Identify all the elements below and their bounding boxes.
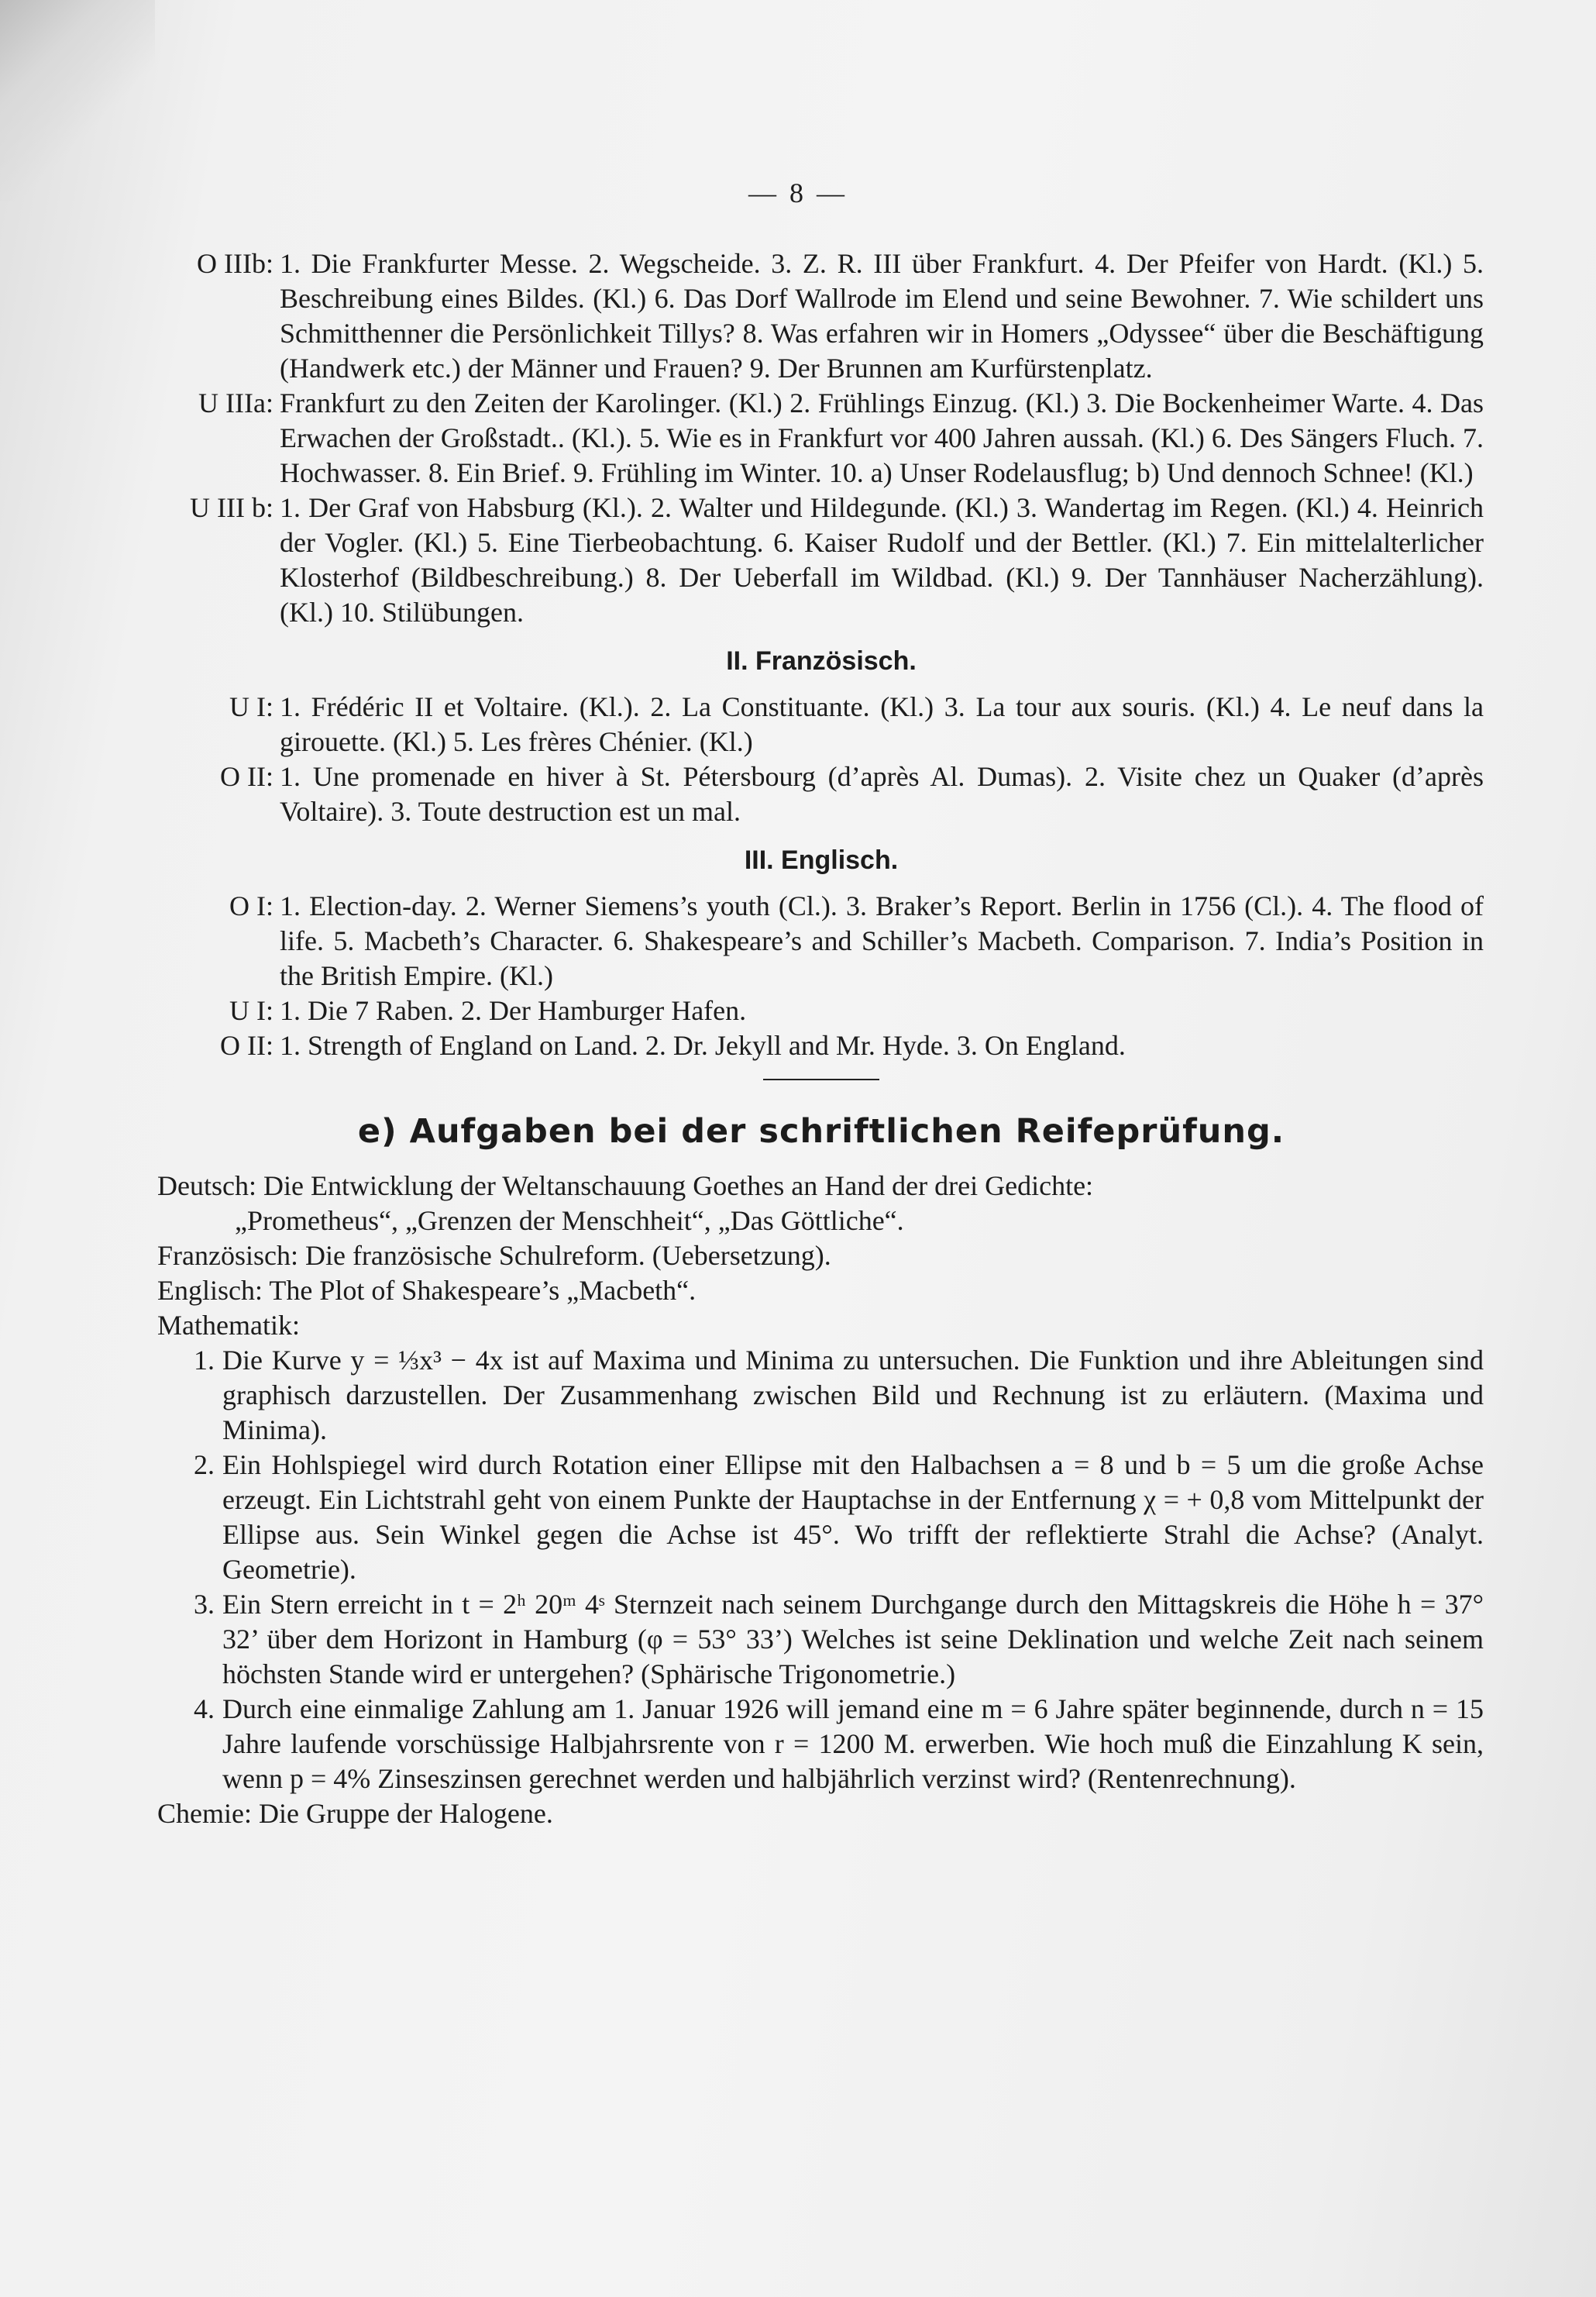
topic-entry-english-o2 — [159, 1028, 1484, 1063]
subject-task: Die Gruppe der Halogene. — [258, 1798, 553, 1829]
topic-list: 1. Die 7 Raben. 2. Der Hamburger Hafen. — [280, 995, 747, 1026]
exam-deutsch-continued: „Prometheus“, „Grenzen der Menschheit“, „Das Göttliche“. — [235, 1205, 904, 1236]
exam-chemie — [157, 1796, 1484, 1831]
topic-entry-u3a — [159, 386, 1484, 491]
paper-corner-fold — [0, 0, 155, 201]
exam-englisch — [157, 1273, 1484, 1308]
topic-entry-french-o2 — [159, 759, 1484, 829]
task-text: Ein Stern erreicht in t = 2ʰ 20ᵐ 4ˢ Sternzeit nach seinem Durchgange durch den Mittagskreis die Höhe h = 37° 32’ über dem Horizont in Hamburg (φ = 53° 33’) Welches ist seine Deklination und welche Zeit nach seinem höchsten Stande wird er untergehen? (Sphärische Trigonometrie.) — [222, 1589, 1484, 1689]
page-content — [159, 246, 1484, 1831]
subject-label: Französisch: — [157, 1240, 298, 1271]
topic-list: Frankfurt zu den Zeiten der Karolinger. (Kl.) 2. Frühlings Einzug. (Kl.) 3. Die Bockenheimer Warte. 4. Das Erwachen der Großstadt.. (Kl.). 5. Wie es in Frankfurt vor 400 Jahren aussah. (Kl.) 6. Des Sängers Fluch. 7. Hochwasser. 8. Ein Brief. 9. Frühling im Winter. 10. a) Unser Rodelausflug; b) Und dennoch Schnee! (Kl.) — [280, 387, 1484, 488]
exam-heading: e) Aufgaben bei der schriftlichen Reifeprüfung. — [357, 1112, 1285, 1151]
class-label: U I: — [229, 691, 273, 722]
math-task — [157, 1692, 1484, 1796]
topic-entry-french-u1 — [159, 690, 1484, 759]
subject-label: Deutsch: — [157, 1170, 256, 1201]
topic-entry-o3b — [159, 246, 1484, 386]
subject-task: Die französische Schulreform. (Uebersetzung). — [304, 1240, 831, 1271]
topic-list: 1. Frédéric II et Voltaire. (Kl.). 2. La Constituante. (Kl.) 3. La tour aux souris. (Kl.) 4. Le neuf dans la girouette. (Kl.) 5. Les frères Chénier. (Kl.) — [280, 691, 1484, 757]
class-label: O II: — [220, 1030, 273, 1061]
task-number: 4. — [194, 1693, 215, 1724]
topic-entry-english-u1 — [159, 994, 1484, 1028]
exam-deutsch — [157, 1169, 1484, 1204]
topic-list: 1. Strength of England on Land. 2. Dr. Jekyll and Mr. Hyde. 3. On England. — [280, 1030, 1126, 1061]
task-number: 2. — [194, 1449, 215, 1480]
page-number: — 8 — — [748, 177, 848, 208]
topic-list: 1. Der Graf von Habsburg (Kl.). 2. Walter und Hildegunde. (Kl.) 3. Wandertag im Regen. (Kl.) 4. Heinrich der Vogler. (Kl.) 5. Eine Tierbeobachtung. 6. Kaiser Rudolf und der Bettler. (Kl.) 7. Ein mittelalterlicher Klosterhof (Bildbeschreibung.) 8. Der Ueberfall im Wildbad. (Kl.) 9. Der Tannhäuser Nacherzählung). (Kl.) 10. Stilübungen. — [280, 492, 1484, 628]
subject-task: Die Entwicklung der Weltanschauung Goethes an Hand der drei Gedichte: — [263, 1170, 1094, 1201]
subject-label: Englisch: — [157, 1275, 263, 1306]
math-task — [157, 1343, 1484, 1448]
topic-list: 1. Une promenade en hiver à St. Pétersbourg (d’après Al. Dumas). 2. Visite chez un Quaker (d’après Voltaire). 3. Toute destruction est un mal. — [280, 761, 1484, 827]
task-text: Ein Hohlspiegel wird durch Rotation einer Ellipse mit den Halbachsen a = 8 und b = 5 um die große Achse erzeugt. Ein Lichtstrahl geht von einem Punkte der Hauptachse in der Entfernung χ = + 0,8 vom Mittelpunkt der Ellipse aus. Sein Winkel gegen die Achse ist 45°. Wo trifft der reflektierte Strahl die Achse? (Analyt. Geometrie). — [222, 1449, 1484, 1585]
topic-list: 1. Die Frankfurter Messe. 2. Wegscheide. 3. Z. R. III über Frankfurt. 4. Der Pfeifer von Hardt. (Kl.) 5. Beschreibung eines Bildes. (Kl.) 6. Das Dorf Wallrode im Elend und seine Bewohner. 7. Wie schildert uns Schmitthenner die Persönlichkeit Tillys? 8. Was erfahren wir in Homers „Odyssee“ über die Beschäftigung (Handwerk etc.) der Männer und Frauen? 9. Der Brunnen am Kurfürstenplatz. — [280, 248, 1484, 384]
section-heading-french: II. Französisch. — [726, 646, 917, 676]
class-label: U III b: — [190, 492, 273, 523]
section-heading-english: III. Englisch. — [744, 845, 899, 875]
subject-task: The Plot of Shakespeare’s „Macbeth“. — [269, 1275, 697, 1306]
math-task — [157, 1587, 1484, 1692]
task-text: Durch eine einmalige Zahlung am 1. Januar 1926 will jemand eine m = 6 Jahre später beginnende, durch n = 15 Jahre laufende vorschüssige Halbjahrsrente von r = 1200 M. erwerben. Wie hoch muß die Einzahlung K sein, wenn p = 4% Zinseszinsen gerechnet werden und halbjährlich verzinst wird? (Rentenrechnung). — [222, 1693, 1484, 1794]
topic-entry-english-o1 — [159, 889, 1484, 994]
class-label: U I: — [229, 995, 273, 1026]
exam-franzoesisch — [157, 1238, 1484, 1273]
math-task — [157, 1448, 1484, 1587]
topic-list: 1. Election-day. 2. Werner Siemens’s youth (Cl.). 3. Braker’s Report. Berlin in 1756 (Cl.). 4. The flood of life. 5. Macbeth’s Character. 6. Shakespeare’s and Schiller’s Macbeth. Comparison. 7. India’s Position in the British Empire. (Kl.) — [280, 890, 1484, 991]
exam-mathematik — [157, 1308, 1484, 1343]
class-label: O II: — [220, 761, 273, 792]
task-number: 3. — [194, 1589, 215, 1620]
class-label: U IIIa: — [198, 387, 273, 418]
subject-label: Mathematik: — [157, 1310, 300, 1341]
class-label: O IIIb: — [197, 248, 273, 279]
class-label: O I: — [229, 890, 273, 921]
task-number: 1. — [194, 1345, 215, 1376]
subject-label: Chemie: — [157, 1798, 252, 1829]
task-text: Die Kurve y = ⅓x³ − 4x ist auf Maxima und Minima zu untersuchen. Die Funktion und ihre Ableitungen sind graphisch darzustellen. Der Zusammenhang zwischen Bild und Rechnung ist zu erläutern. (Maxima und Minima). — [222, 1345, 1484, 1445]
topic-entry-u3b — [159, 491, 1484, 630]
exam-subjects — [157, 1169, 1484, 1831]
section-divider — [763, 1079, 879, 1080]
